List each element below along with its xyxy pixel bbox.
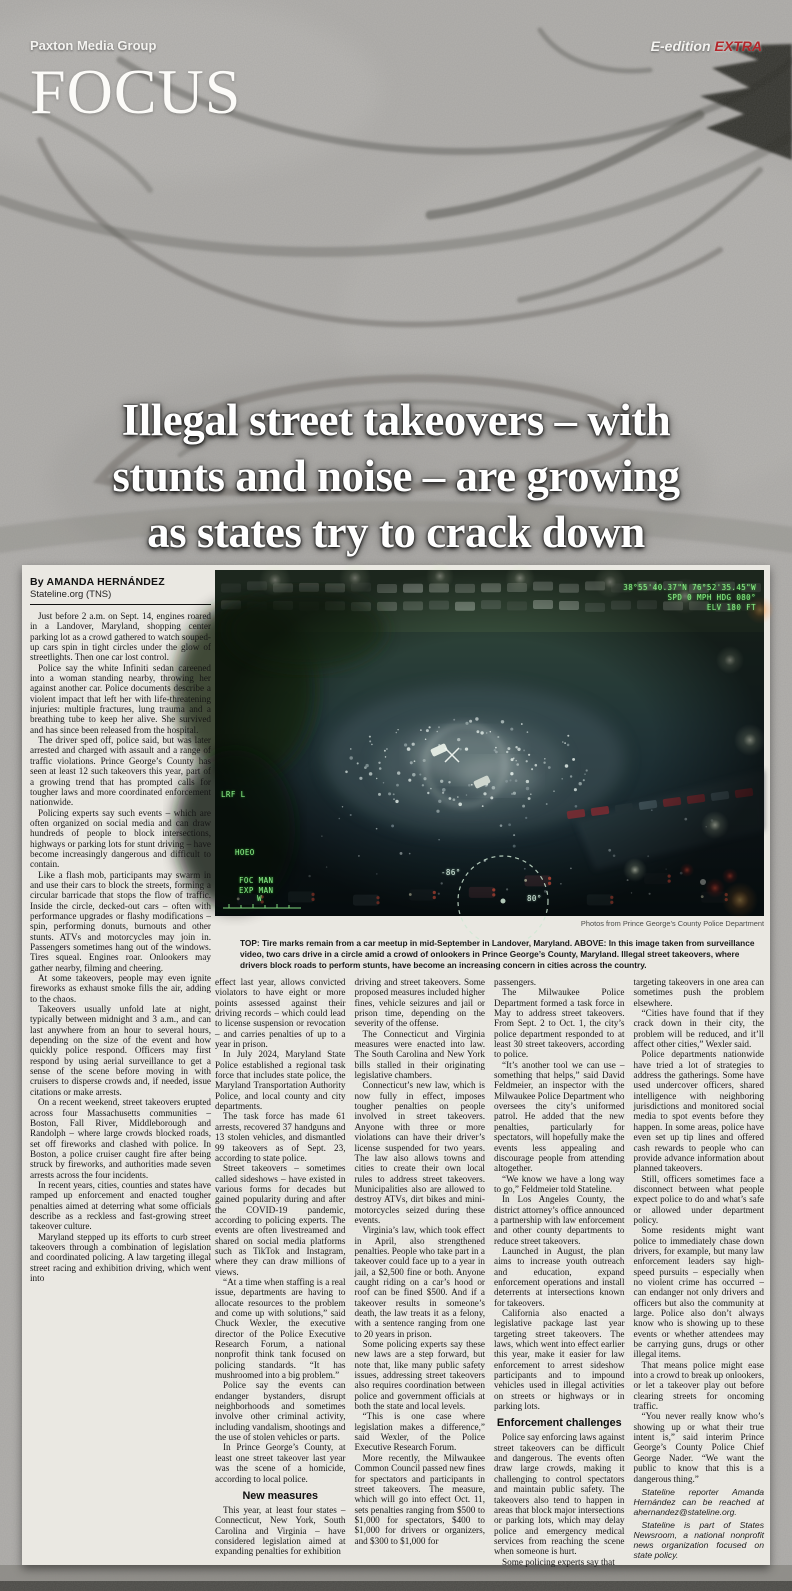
- article-paragraph: In July 2024, Maryland State Police established a regional task force that includes state police, the Maryland Transportation Authority Police, and local county and city departments.: [215, 1049, 346, 1112]
- article-paragraph: effect last year, allows convicted violators to have eight or more points assessed against their driving records – which could lead to license suspension or revocation – and carries penalties of up to a year in prison.: [215, 977, 346, 1050]
- article-paragraph: Police departments nationwide have tried a lot of strategies to address the gatherings. Some have used undercover officers, shared intelligence with neighboring jurisdictions and monitored social media to spot events before they happen. In some areas, police have even set up tip lines and offered cash rewards to people who can provide advance information about planned takeovers.: [633, 1049, 764, 1174]
- headline-line: as states try to crack down: [147, 507, 645, 557]
- article-paragraph: Just before 2 a.m. on Sept. 14, engines roared in a Landover, Maryland, shopping center parking lot as a crowd gathered to watch souped-up cars spin in tight circles under the glow of streetlights. Then one car lost control.: [30, 611, 211, 663]
- surveillance-photo: [215, 570, 764, 916]
- article-headline: [20, 392, 772, 560]
- article-column: [30, 611, 211, 1557]
- article-paragraph: Policing experts say such events – which are often organized on social media and can draw hundreds of people to block intersections, highways or parking lots for stunt driving – have become increasingly dangerous and difficult to contain.: [30, 807, 211, 870]
- article-paragraph: “Cities have found that if they crack down in their city, the problem will be reduced, and it’ll affect other cities,” Wexler said.: [633, 1008, 764, 1050]
- surveillance-photo-art: [215, 570, 764, 916]
- photo-caption: [240, 938, 767, 971]
- article-paragraph: targeting takeovers in one area can sometimes push the problem elsewhere.: [633, 977, 764, 1008]
- caption-label-above: ABOVE:: [574, 938, 607, 949]
- hud-speed-heading: SPD 0 MPH HDG 080°: [667, 593, 756, 602]
- article-paragraph: “You never really know who’s showing up or what their true intent is,” said interim Prince George’s County Police Chief George Nader. “We want the public to know that this is a dangerous thing.”: [633, 1411, 764, 1484]
- article-column: [633, 977, 765, 1561]
- article-paragraph: In Prince George’s County, at least one street takeover last year was the scene of a homicide, according to local police.: [215, 1442, 346, 1484]
- article-paragraph: California also enacted a legislative package last year targeting street takeovers. The laws, which went into effect earlier this year, make it easier for law enforcement to arrest sideshow participants and to impound vehicles used in illegal activities on streets or highways or in parking lots.: [494, 1308, 625, 1412]
- article-paragraph: “It’s another tool we can use – something that helps,” said David Feldmeier, an inspector with the Milwaukee Police Department who oversees the city’s uniformed patrol. He added that the new penalties, particularly for spectators, will hopefully make the events less appealing and discourage people from attending altogether.: [494, 1059, 625, 1174]
- article-column: [494, 977, 625, 1567]
- hud-angle-left: -86°: [441, 868, 461, 877]
- caption-text-top: Tire marks remain from a car meetup in mid-September in Landover, Maryland.: [259, 938, 575, 949]
- byline-author: By AMANDA HERNÁNDEZ: [30, 576, 165, 588]
- article-paragraph: Police say the white Infiniti sedan careened into a woman standing nearby, throwing her against another car. Police documents describe a violent impact that left her with life-threatening injuries: multiple fractures, lung trauma and a breathing tube to keep her alive. She survived and has since been released from the hospital.: [30, 662, 211, 735]
- edition-label: [651, 38, 762, 54]
- article-panel: [22, 565, 770, 1565]
- article-paragraph: Virginia’s law, which took effect in April, also strengthened penalties. People who take part in a takeover could face up to a year in jail, a $2,500 fine or both. Anyone caught riding on a car’s hood or roof can be fined $500. And if a takeover results in someone’s death, the law treats it as a felony, with a sentence ranging from one to 20 years in prison.: [354, 1225, 485, 1339]
- article-paragraph: The Connecticut and Virginia measures were enacted into law. The South Carolina and New York bills stalled in their originating legislative chambers.: [354, 1028, 485, 1081]
- headline-line: Illegal street takeovers – with: [121, 395, 671, 445]
- hud-exposure-label: EXP MAN: [239, 886, 274, 895]
- article-paragraph: Launched in August, the plan aims to increase youth outreach and education, expand enforcement operations and install deterrents at intersections known for takeovers.: [494, 1245, 625, 1308]
- article-paragraph: Like a flash mob, participants may swarm in and use their cars to block the streets, forming a circular barricade that stops the flow of traffic. Inside the circle, decked-out cars – often with performance upgrades or flashy modifications – spin, performing donuts, burnouts and other stunts. ATVs and motorcycles may join in. Passengers sometimes hang out of the windows. Tires squeal. Engines roar. Onlookers may gather nearby, filming and cheering.: [30, 869, 211, 973]
- article-paragraph: “At a time when staffing is a real issue, departments are having to allocate resources to the problem and come up with solutions,” said Chuck Wexler, the executive director of the Police Executive Research Forum, a national nonprofit think tank focused on policing standards. “It has mushroomed into a big problem.”: [215, 1276, 346, 1381]
- section-title: FOCUS: [30, 56, 242, 127]
- hud-angle-right: 80°: [527, 894, 542, 903]
- article-paragraph: Connecticut’s new law, which is now fully in effect, imposes tougher penalties on people involved in street takeovers. Anyone with three or more violations can have their driver’s license suspended for two years. The law also allows towns and cities to create their own local rules to address street takeovers. Municipalities also are allowed to destroy ATVs, dirt bikes and mini-motorcycles seized during these events.: [354, 1080, 485, 1225]
- section-subhead: Enforcement challenges: [496, 1417, 622, 1430]
- article-paragraph: Maryland stepped up its efforts to curb street takeovers through a combination of legislation and coordinated policing. A law targeting illegal street racing and exhibition driving, which went into: [30, 1231, 211, 1283]
- article-paragraph: Some policing experts say these new laws are a step forward, but note that, like many public safety issues, addressing street takeovers also requires coordination between police and government officials at both the state and local levels.: [354, 1339, 485, 1412]
- hud-coordinates: 38°55'40.37"N 76°52'35.45"W: [623, 583, 756, 592]
- article-paragraph: In Los Angeles County, the district attorney’s office announced a partnership with law enforcement and other county departments to reduce street takeovers.: [494, 1194, 625, 1246]
- byline-source: Stateline.org (TNS): [30, 588, 211, 605]
- article-paragraph: “We know we have a long way to go,” Feldmeier told Stateline.: [494, 1173, 625, 1194]
- photo-credit: Photos from Prince George’s County Police Department: [580, 919, 764, 928]
- article-paragraph: Police say enforcing laws against street takeovers can be difficult and dangerous. The events often draw large crowds, making it challenging to control spectators and maintain public safety. The takeovers also tend to happen in areas that block major intersections or parking lots, which may delay police and emergency medical services from reaching the scene when someone is hurt.: [494, 1432, 625, 1557]
- byline-block: [30, 576, 211, 605]
- article-paragraph: The task force has made 61 arrests, recovered 37 handguns and 13 stolen vehicles, and dismantled 99 takeovers as of Sept. 23, according to state police.: [215, 1111, 346, 1163]
- article-paragraph: The Milwaukee Police Department formed a task force in May to address street takeovers. From Sept. 2 to Oct. 1, the city’s police department responded to at least 30 street takeovers, according to police.: [494, 987, 625, 1060]
- caption-label-top: TOP:: [240, 938, 260, 949]
- article-paragraph: driving and street takeovers. Some proposed measures included higher fines, vehicle seizures and jail or prison time, depending on the severity of the offense.: [354, 977, 485, 1029]
- masthead: [30, 38, 762, 54]
- article-paragraph: “This is one case where legislation makes a difference,” said Wexler, of the Police Executive Research Forum.: [354, 1411, 485, 1453]
- hud-compass-west: W: [257, 894, 262, 903]
- article-paragraph: At some takeovers, people may even ignite fireworks as exhaust smoke fills the air, adding to the chaos.: [30, 973, 211, 1004]
- article-paragraph: Some policing experts say that: [502, 1556, 615, 1567]
- edition-text: E-edition: [650, 38, 711, 54]
- article-paragraph: passengers.: [494, 977, 537, 987]
- article-paragraph: Street takeovers – sometimes called sideshows – have existed in various forms for decades but gained popularity during and after the COVID-19 pandemic, according to policing experts. The events are often livestreamed and shared on social media platforms such as TikTok and Instagram, where they can draw millions of views.: [215, 1163, 346, 1277]
- edition-extra-text: EXTRA: [714, 38, 762, 54]
- article-column: [355, 977, 486, 1557]
- article-paragraph: That means police might ease into a crowd to break up onlookers, or let a takeover play out before clearing streets for oncoming traffic.: [633, 1359, 764, 1412]
- caption-text-above: In this image taken from surveillance video, two cars drive in a circle amid a crowd of onlookers in Prince George’s County, Maryland. Illegal street takeovers, where drivers block roads to perform stunts, have become an increasing concern in cities across the country.: [240, 938, 755, 971]
- article-paragraph: In recent years, cities, counties and states have ramped up enforcement and enacted tougher penalties aimed at deterring what some officials describe as a reckless and fast-growing street takeover culture.: [30, 1179, 211, 1232]
- article-paragraph: The driver sped off, police said, but was later arrested and charged with assault and a range of traffic violations. Prince George’s County has seen at least 12 such takeovers this year, part of a growing trend that has prompted calls for tougher laws and more coordinated enforcement nationwide.: [30, 735, 211, 808]
- headline-line: stunts and noise – are growing: [112, 451, 680, 501]
- section-subhead: New measures: [242, 1489, 319, 1502]
- article-columns: [215, 977, 764, 1567]
- hud-mode-label: HOEO: [235, 848, 255, 857]
- article-column: [215, 977, 346, 1557]
- article-paragraph: More recently, the Milwaukee Common Council passed new fines for spectators and participants in street takeovers. The measure, which will go into effect Oct. 11, sets penalties ranging from $500 to $1,000 for spectators, $400 to $1,000 for drivers or organizers, and $300 to $1,000 for: [354, 1452, 485, 1546]
- hud-focus-label: FOC MAN: [239, 876, 274, 885]
- article-paragraph: This year, at least four states – Connecticut, New York, South Carolina and Virginia – have considered legislation aimed at expanding penalties for exhibition: [215, 1504, 346, 1557]
- article-paragraph: Police say the events can endanger bystanders, disrupt neighborhoods and sometimes involve other criminal activity, including vandalism, shootings and the use of stolen vehicles or parts.: [215, 1380, 346, 1443]
- article-paragraph: Still, officers sometimes face a disconnect between what people expect police to do and what’s safe or allowed under department policy.: [633, 1173, 764, 1225]
- hud-lrf-label: LRF L: [221, 790, 246, 799]
- tagline-paragraph: Stateline reporter Amanda Hernández can be reached at ahernandez@stateline.org.: [633, 1486, 764, 1518]
- hud-elevation: ELV 180 FT: [706, 603, 756, 612]
- tagline-paragraph: Stateline is part of States Newsroom, a national nonprofit news organization focused on state policy.: [633, 1520, 764, 1561]
- article-paragraph: On a recent weekend, street takeovers erupted across four Massachusetts communities – Boston, Fall River, Middleborough and Randolph – where large crowds blocked roads, set off fireworks and clashed with police. In Boston, a police cruiser caught fire after being struck by fireworks, and authorities made seven arrests across the four incidents.: [30, 1097, 211, 1180]
- article-paragraph: Takeovers usually unfold late at night, typically between midnight and 3 a.m., and can last anywhere from an hour to several hours, depending on the size of the event and how quickly police respond. Officers may first respond by using aerial surveillance to get a sense of the scene before moving in with cruisers to disperse crowds and, if needed, issue citations or make arrests.: [30, 1004, 211, 1097]
- publisher-name: Paxton Media Group: [30, 38, 157, 53]
- article-paragraph: Some residents might want police to immediately chase down drivers, for example, but many law enforcement leaders say high-speed pursuits – especially when no violent crime has occurred – can endanger not only drivers and officers but also the community at large. Police also don’t always know who is showing up to these events or whether attendees may be carrying guns, drugs or other illegal items.: [633, 1225, 764, 1360]
